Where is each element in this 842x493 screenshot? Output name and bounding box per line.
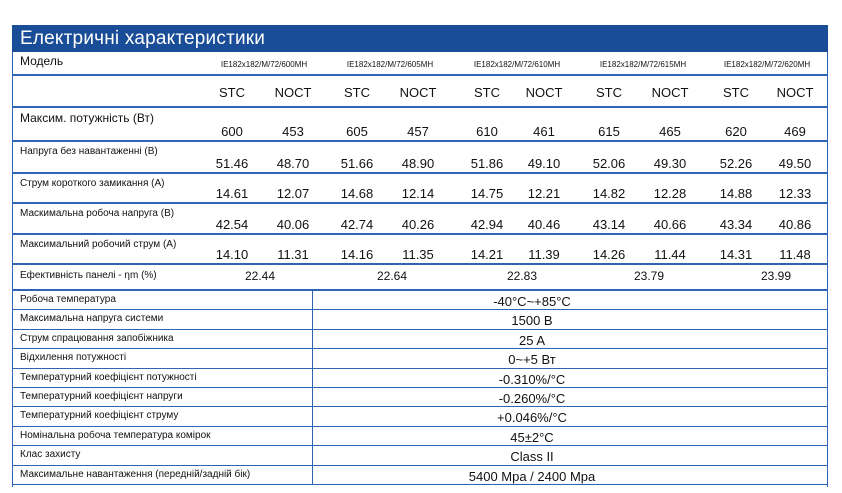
model-name: IE182x182/M/72/600MH <box>220 60 308 69</box>
common-row <box>12 407 828 426</box>
spec-value: 51.86 <box>470 156 504 171</box>
spec-value: 605 <box>346 124 368 139</box>
common-label: Максимальне навантаження (передній/задній бік) <box>20 468 251 480</box>
model-name: IE182x182/M/72/615MH <box>599 60 687 69</box>
spec-value: 42.74 <box>340 217 374 232</box>
common-row <box>12 349 828 368</box>
common-row <box>12 388 828 407</box>
spec-value: 600 <box>221 124 243 139</box>
spec-value: 11.44 <box>654 247 686 262</box>
spec-value: 52.06 <box>592 156 626 171</box>
spec-value: 42.54 <box>215 217 249 232</box>
noct-header: NOCT <box>399 85 437 100</box>
common-value: +0.046%/°C <box>497 410 567 426</box>
spec-value: 11.31 <box>277 247 309 262</box>
spec-value: 11.35 <box>402 247 434 262</box>
stc-header: STC <box>596 85 622 100</box>
spec-label: Максим. потужність (Вт) <box>20 111 154 125</box>
common-row <box>12 369 828 388</box>
spec-value: 49.30 <box>653 156 687 171</box>
spec-value: 457 <box>407 124 429 139</box>
common-value: 45±2°C <box>510 429 554 445</box>
spec-row <box>12 142 828 174</box>
spec-value: 40.86 <box>778 217 812 232</box>
spec-value: 14.31 <box>719 247 753 262</box>
spec-value: 461 <box>533 124 555 139</box>
spec-value: 12.14 <box>401 186 435 201</box>
model-label: Модель <box>20 54 64 68</box>
common-value: 0~+5 Вт <box>508 352 556 368</box>
spec-value: 620 <box>725 124 747 139</box>
spec-value: 11.39 <box>528 247 560 262</box>
spec-value: 49.10 <box>527 156 561 171</box>
spec-value: 51.66 <box>340 156 374 171</box>
common-row <box>12 310 828 329</box>
spec-value: 43.14 <box>592 217 626 232</box>
model-name: IE182x182/M/72/605MH <box>346 60 434 69</box>
noct-header: NOCT <box>274 85 312 100</box>
stc-header: STC <box>219 85 245 100</box>
spec-value: 453 <box>282 124 304 139</box>
spec-value: 14.10 <box>215 247 249 262</box>
common-divider <box>312 291 313 485</box>
stc-header: STC <box>723 85 749 100</box>
spec-value: 469 <box>784 124 806 139</box>
table-title: Електричні характеристики <box>12 25 828 52</box>
spec-row <box>12 235 828 265</box>
common-label: Температурний коефіцієнт напруги <box>20 391 183 402</box>
spec-value: 49.50 <box>778 156 812 171</box>
model-name: IE182x182/M/72/610MH <box>473 60 561 69</box>
spec-value: 14.82 <box>592 186 626 201</box>
spec-value: 40.26 <box>401 217 435 232</box>
spec-value: 51.46 <box>215 156 249 171</box>
spec-value: 610 <box>476 124 498 139</box>
efficiency-row <box>12 265 828 291</box>
spec-value: 14.88 <box>719 186 753 201</box>
common-value: -40°C~+85°C <box>493 294 571 309</box>
condition-header-row <box>12 76 828 108</box>
efficiency-value: 22.64 <box>376 269 408 283</box>
spec-row <box>12 204 828 235</box>
spec-value: 48.70 <box>276 156 310 171</box>
common-label: Струм спрацювання запобіжника <box>20 332 174 344</box>
common-label: Робоча температура <box>20 294 116 305</box>
spec-row <box>12 174 828 204</box>
spec-value: 52.26 <box>719 156 753 171</box>
spec-value: 14.26 <box>592 247 626 262</box>
spec-label: Струм короткого замикання (А) <box>20 178 165 189</box>
spec-row <box>12 108 828 142</box>
spec-value: 14.16 <box>340 247 374 262</box>
common-row <box>12 466 828 485</box>
common-value: 1500 В <box>511 313 553 329</box>
common-label: Температурний коефіцієнт струму <box>20 410 179 422</box>
spec-value: 12.21 <box>527 186 561 201</box>
model-row <box>12 52 828 76</box>
electrical-specs-table <box>12 25 828 487</box>
common-label: Максимальна напруга системи <box>20 313 164 325</box>
spec-value: 12.33 <box>778 186 812 201</box>
spec-value: 14.61 <box>215 186 249 201</box>
common-label: Температурний коефіцієнт потужності <box>20 371 197 383</box>
common-label: Номінальна робоча температура комірок <box>20 429 211 441</box>
spec-value: 40.46 <box>527 217 561 232</box>
spec-value: 48.90 <box>401 156 435 171</box>
spec-value: 12.28 <box>653 186 687 201</box>
common-value: 25 A <box>518 332 546 348</box>
noct-header: NOCT <box>776 85 814 100</box>
noct-header: NOCT <box>525 85 563 100</box>
spec-label: Напруга без навантаженні (В) <box>20 146 158 157</box>
common-row <box>12 330 828 349</box>
efficiency-label: Ефективність панелі - ηm (%) <box>20 270 157 281</box>
efficiency-value: 23.79 <box>633 269 665 283</box>
common-row <box>12 427 828 446</box>
spec-value: 40.06 <box>276 217 310 232</box>
efficiency-value: 22.83 <box>506 269 538 283</box>
common-row <box>12 291 828 310</box>
spec-value: 42.94 <box>470 217 504 232</box>
model-name: IE182x182/M/72/620MH <box>723 60 811 69</box>
common-value: 5400 Mpa / 2400 Mpa <box>468 468 596 484</box>
spec-value: 12.07 <box>276 186 310 201</box>
spec-value: 43.34 <box>719 217 753 232</box>
common-value: -0.310%/°C <box>498 371 566 387</box>
spec-value: 615 <box>598 124 620 139</box>
spec-value: 40.66 <box>653 217 687 232</box>
noct-header: NOCT <box>651 85 689 100</box>
efficiency-value: 23.99 <box>760 269 792 283</box>
spec-value: 14.75 <box>470 186 504 201</box>
common-label: Відхилення потужності <box>20 352 127 364</box>
spec-value: 11.48 <box>779 247 811 262</box>
spec-label: Максимальний робочий струм (А) <box>20 239 177 250</box>
spec-label: Маскимальна робоча напруга (В) <box>20 208 175 219</box>
stc-header: STC <box>344 85 370 100</box>
stc-header: STC <box>474 85 500 100</box>
spec-value: 14.68 <box>340 186 374 201</box>
spec-value: 14.21 <box>470 247 504 262</box>
common-label: Клас захисту <box>20 449 81 461</box>
spec-value: 465 <box>659 124 681 139</box>
common-value: Class II <box>510 449 554 465</box>
common-row <box>12 446 828 465</box>
efficiency-value: 22.44 <box>244 269 276 283</box>
common-value: -0.260%/°C <box>498 391 566 406</box>
